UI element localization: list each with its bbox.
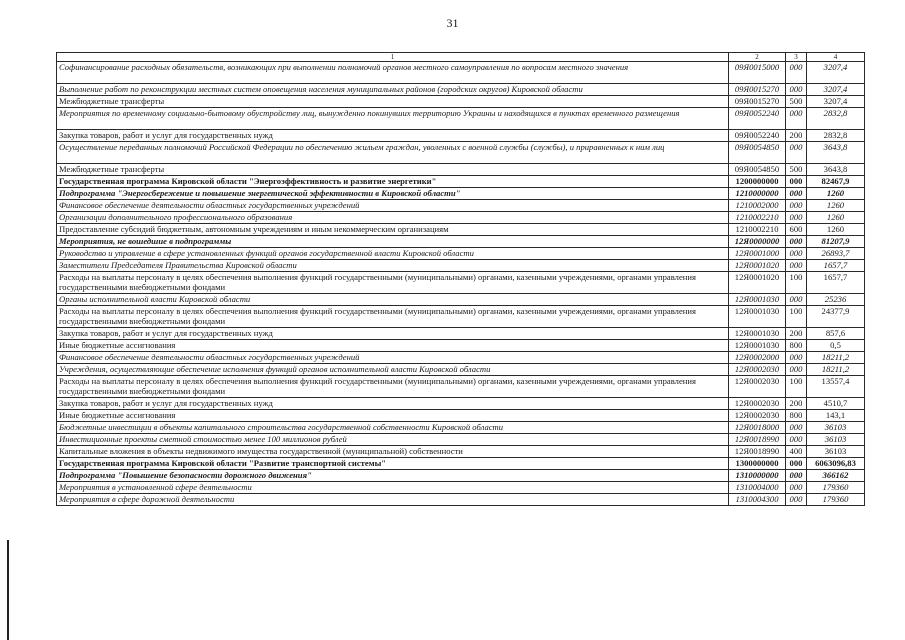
row-code-cell: 1210002000 [729,200,786,212]
row-name-cell: Инвестиционные проекты сметной стоимостью менее 100 миллионов рублей [57,434,729,446]
row-code-cell: 09Я0015270 [729,84,786,96]
table-row [57,212,865,224]
table-row [57,96,865,108]
row-sum-cell: 18211,2 [807,364,865,376]
table-row [57,176,865,188]
table-row [57,84,865,96]
row-sum-cell: 1657,7 [807,272,865,294]
row-name-cell: Капитальные вложения в объекты недвижимого имущества государственной (муниципальной) собственности [57,446,729,458]
page-number: 31 [446,16,459,30]
row-vr-cell: 000 [786,236,807,248]
row-code-cell: 12Я0018990 [729,434,786,446]
row-vr-cell: 000 [786,434,807,446]
row-sum-cell: 1260 [807,200,865,212]
row-sum-cell: 3207,4 [807,62,865,84]
row-code-cell: 12Я0001030 [729,340,786,352]
row-sum-cell: 179360 [807,494,865,506]
table-row [57,200,865,212]
row-sum-cell: 366162 [807,470,865,482]
row-vr-cell: 500 [786,164,807,176]
row-sum-cell: 143,1 [807,410,865,422]
table-row [57,260,865,272]
table-row [57,446,865,458]
table-row [57,364,865,376]
table-row [57,248,865,260]
row-sum-cell: 3643,8 [807,142,865,164]
table-row [57,142,865,164]
table-row [57,482,865,494]
row-name-cell: Иные бюджетные ассигнования [57,340,729,352]
row-code-cell: 1300000000 [729,458,786,470]
row-name-cell: Организации дополнительного профессионального образования [57,212,729,224]
row-name-cell: Заместители Председателя Правительства Кировской области [57,260,729,272]
row-name-cell: Софинансирование расходных обязательств, возникающих при выполнении полномочий органов местного самоуправления по вопросам местного значения [57,62,729,84]
row-sum-cell: 4510,7 [807,398,865,410]
row-sum-cell: 1657,7 [807,260,865,272]
row-sum-cell: 13557,4 [807,376,865,398]
row-sum-cell: 81207,9 [807,236,865,248]
table-row [57,108,865,130]
table-row [57,294,865,306]
header-col-2: 2 [729,53,786,62]
row-name-cell: Финансовое обеспечение деятельности областных государственных учреждений [57,200,729,212]
table-row [57,494,865,506]
row-name-cell: Мероприятия по временному социально-бытовому обустройству лиц, вынужденно покинувших территорию Украины и находящихся в пунктах временного размещения [57,108,729,130]
table-row [57,164,865,176]
row-name-cell: Осуществление переданных полномочий Российской Федерации по обеспечению жильем граждан, уволенных с военной службы (службы), и приравненных к ним лиц [57,142,729,164]
row-name-cell: Мероприятия в сфере дорожной деятельности [57,494,729,506]
table-row [57,306,865,328]
table-row [57,188,865,200]
row-name-cell: Руководство и управление в сфере установленных функций органов государственной власти Кировской области [57,248,729,260]
row-sum-cell: 24377,9 [807,306,865,328]
row-name-cell: Бюджетные инвестиции в объекты капитального строительства государственной собственности Кировской области [57,422,729,434]
row-code-cell: 1210002210 [729,212,786,224]
row-code-cell: 1200000000 [729,176,786,188]
table-row [57,458,865,470]
table-row [57,236,865,248]
table-row [57,434,865,446]
row-sum-cell: 1260 [807,224,865,236]
row-name-cell: Выполнение работ по реконструкции местных систем оповещения населения муниципальных районов (городских округов) Кировской области [57,84,729,96]
row-sum-cell: 36103 [807,434,865,446]
table-row [57,352,865,364]
row-vr-cell: 500 [786,96,807,108]
margin-bar [7,540,9,640]
row-name-cell: Расходы на выплаты персоналу в целях обеспечения выполнения функций государственными (муниципальными) органами, казенными учреждениями, органами управления государственными внебюджетными фондами [57,306,729,328]
row-code-cell: 09Я0052240 [729,130,786,142]
row-code-cell: 12Я0001020 [729,260,786,272]
row-name-cell: Государственная программа Кировской области "Энергоэффективность и развитие энергетики" [57,176,729,188]
row-code-cell: 12Я0018000 [729,422,786,434]
row-vr-cell: 000 [786,352,807,364]
table-row [57,398,865,410]
row-code-cell: 12Я0001000 [729,248,786,260]
row-code-cell: 12Я0002030 [729,398,786,410]
row-sum-cell: 857,6 [807,328,865,340]
row-vr-cell: 000 [786,458,807,470]
row-vr-cell: 000 [786,142,807,164]
table-row [57,130,865,142]
row-code-cell: 1310004000 [729,482,786,494]
row-vr-cell: 000 [786,188,807,200]
row-vr-cell: 200 [786,130,807,142]
row-code-cell: 09Я0054850 [729,164,786,176]
table-row [57,272,865,294]
row-code-cell: 12Я0002030 [729,410,786,422]
row-vr-cell: 800 [786,410,807,422]
row-sum-cell: 3643,8 [807,164,865,176]
row-code-cell: 12Я0001030 [729,294,786,306]
row-vr-cell: 000 [786,494,807,506]
header-col-3: 3 [786,53,807,62]
row-name-cell: Закупка товаров, работ и услуг для государственных нужд [57,130,729,142]
row-vr-cell: 000 [786,294,807,306]
row-code-cell: 09Я0052240 [729,108,786,130]
table-row [57,410,865,422]
row-vr-cell: 100 [786,376,807,398]
row-vr-cell: 200 [786,398,807,410]
table-row [57,422,865,434]
row-code-cell: 1310004300 [729,494,786,506]
row-code-cell: 12Я0002030 [729,364,786,376]
table-row [57,376,865,398]
row-sum-cell: 0,5 [807,340,865,352]
row-code-cell: 12Я0018990 [729,446,786,458]
row-name-cell: Расходы на выплаты персоналу в целях обеспечения выполнения функций государственными (муниципальными) органами, казенными учреждениями, органами управления государственными внебюджетными фондами [57,376,729,398]
row-sum-cell: 25236 [807,294,865,306]
table-header-row [57,53,865,62]
row-code-cell: 09Я0015000 [729,62,786,84]
row-name-cell: Межбюджетные трансферты [57,96,729,108]
row-vr-cell: 100 [786,306,807,328]
row-vr-cell: 000 [786,84,807,96]
row-sum-cell: 26893,7 [807,248,865,260]
row-code-cell: 12Я0001020 [729,272,786,294]
row-code-cell: 1210000000 [729,188,786,200]
row-name-cell: Закупка товаров, работ и услуг для государственных нужд [57,398,729,410]
header-col-4: 4 [807,53,865,62]
row-sum-cell: 36103 [807,446,865,458]
row-name-cell: Мероприятия в установленной сфере деятельности [57,482,729,494]
header-col-1: 1 [57,53,729,62]
table-row [57,328,865,340]
row-sum-cell: 3207,4 [807,84,865,96]
row-name-cell: Иные бюджетные ассигнования [57,410,729,422]
row-vr-cell: 100 [786,272,807,294]
row-sum-cell: 1260 [807,212,865,224]
row-code-cell: 12Я0001030 [729,328,786,340]
row-code-cell: 12Я0002000 [729,352,786,364]
row-name-cell: Государственная программа Кировской области "Развитие транспортной системы" [57,458,729,470]
row-sum-cell: 18211,2 [807,352,865,364]
row-code-cell: 1210002210 [729,224,786,236]
row-name-cell: Межбюджетные трансферты [57,164,729,176]
row-vr-cell: 000 [786,260,807,272]
row-name-cell: Предоставление субсидий бюджетным, автономным учреждениям и иным некоммерческим организациям [57,224,729,236]
row-vr-cell: 000 [786,62,807,84]
row-sum-cell: 82467,9 [807,176,865,188]
row-sum-cell: 1260 [807,188,865,200]
row-vr-cell: 200 [786,328,807,340]
row-name-cell: Мероприятия, не вошедшие в подпрограммы [57,236,729,248]
row-vr-cell: 000 [786,200,807,212]
row-sum-cell: 2832,8 [807,108,865,130]
row-sum-cell: 2832,8 [807,130,865,142]
row-vr-cell: 600 [786,224,807,236]
row-name-cell: Расходы на выплаты персоналу в целях обеспечения выполнения функций государственными (муниципальными) органами, казенными учреждениями, органами управления государственными внебюджетными фондами [57,272,729,294]
row-name-cell: Учреждения, осуществляющие обеспечение исполнения функций органов исполнительной власти Кировской области [57,364,729,376]
row-vr-cell: 000 [786,470,807,482]
row-vr-cell: 000 [786,212,807,224]
row-sum-cell: 179360 [807,482,865,494]
row-code-cell: 12Я0002030 [729,376,786,398]
row-code-cell: 12Я0000000 [729,236,786,248]
row-name-cell: Органы исполнительной власти Кировской области [57,294,729,306]
row-code-cell: 09Я0054850 [729,142,786,164]
row-code-cell: 1310000000 [729,470,786,482]
row-sum-cell: 6063096,83 [807,458,865,470]
row-code-cell: 09Я0015270 [729,96,786,108]
row-vr-cell: 800 [786,340,807,352]
row-vr-cell: 000 [786,176,807,188]
row-vr-cell: 000 [786,248,807,260]
row-name-cell: Финансовое обеспечение деятельности областных государственных учреждений [57,352,729,364]
row-vr-cell: 000 [786,364,807,376]
row-vr-cell: 000 [786,422,807,434]
row-vr-cell: 000 [786,482,807,494]
table-row [57,62,865,84]
table-row [57,340,865,352]
row-name-cell: Подпрограмма "Энергосбережение и повышение энергетической эффективности в Кировской области" [57,188,729,200]
row-vr-cell: 000 [786,108,807,130]
row-sum-cell: 3207,4 [807,96,865,108]
budget-table [56,52,865,506]
row-sum-cell: 36103 [807,422,865,434]
table-row [57,470,865,482]
row-name-cell: Подпрограмма "Повышение безопасности дорожного движения" [57,470,729,482]
row-vr-cell: 400 [786,446,807,458]
row-name-cell: Закупка товаров, работ и услуг для государственных нужд [57,328,729,340]
table-row [57,224,865,236]
row-code-cell: 12Я0001030 [729,306,786,328]
